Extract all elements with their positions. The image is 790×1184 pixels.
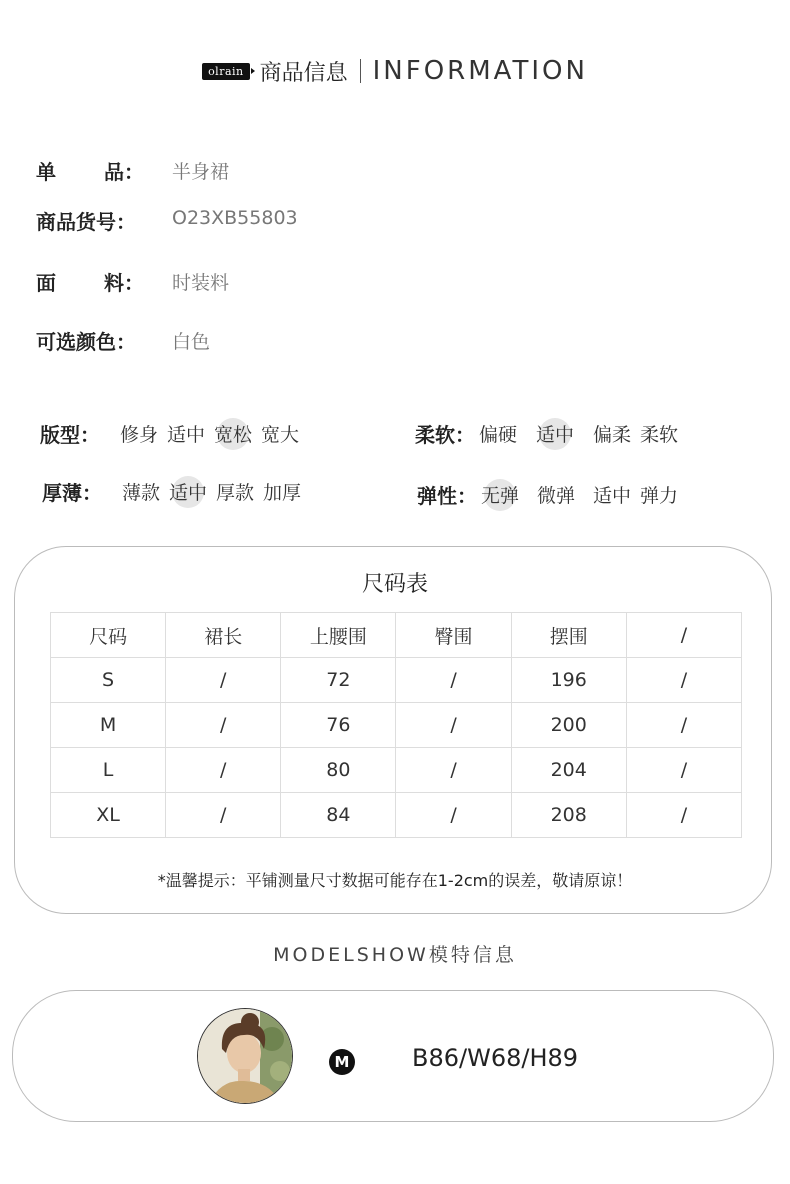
table-cell: / [626, 748, 741, 793]
size-chart-title: 尺码表 [361, 572, 428, 597]
table-cell: L [51, 748, 166, 793]
table-cell: 196 [511, 658, 626, 703]
attr-softness-option: 适中 [536, 420, 574, 447]
size-table-header: 摆围 [511, 613, 626, 658]
model-section-title: MODELSHOW模特信息 [273, 944, 517, 966]
attr-elasticity-option: 微弹 [537, 485, 576, 507]
header-divider [360, 59, 361, 83]
size-table-header: 裙长 [166, 613, 281, 658]
table-cell: 72 [281, 658, 396, 703]
table-cell: / [626, 793, 741, 838]
attr-thickness-option: 厚款 [216, 482, 255, 504]
table-cell: M [51, 703, 166, 748]
info-header [0, 56, 790, 86]
table-cell: / [166, 793, 281, 838]
size-table-header: 臀围 [396, 613, 511, 658]
model-photo [198, 1009, 293, 1104]
table-cell: 84 [281, 793, 396, 838]
table-cell: / [626, 703, 741, 748]
table-cell: 80 [281, 748, 396, 793]
size-table-header: 尺码 [51, 613, 166, 658]
attr-thickness-option: 薄款 [122, 482, 161, 504]
table-row [51, 793, 742, 838]
brand-logo: olrain [202, 63, 250, 80]
info-label-fabric: 面 料： [36, 271, 144, 295]
attr-fit-option: 宽松 [214, 420, 252, 447]
attr-elasticity-option: 无弹 [481, 481, 519, 508]
size-table-header: 上腰围 [281, 613, 396, 658]
attr-softness [415, 419, 687, 448]
attr-elasticity-label: 弹性： [417, 484, 477, 508]
attr-fit-option: 宽大 [261, 424, 300, 446]
info-label-sku: 商品货号： [36, 210, 136, 234]
measurement-tip: *温馨提示：平铺测量尺寸数据可能存在1-2cm的误差，敬请原谅！ [157, 871, 633, 890]
table-cell: 204 [511, 748, 626, 793]
table-cell: 200 [511, 703, 626, 748]
info-value-color: 白色 [172, 331, 211, 353]
table-row [51, 658, 742, 703]
attr-thickness-option: 适中 [169, 478, 207, 505]
model-size-badge: M [329, 1049, 355, 1075]
table-cell: / [626, 658, 741, 703]
table-cell: / [396, 748, 511, 793]
attr-thickness [42, 477, 310, 506]
info-value-sku: O23XB55803 [172, 207, 298, 229]
table-cell: 76 [281, 703, 396, 748]
table-cell: / [396, 658, 511, 703]
attr-softness-option: 柔软 [640, 424, 679, 446]
model-avatar [197, 1008, 293, 1104]
size-table [50, 612, 742, 838]
attr-thickness-label: 厚薄： [42, 481, 102, 505]
model-info-panel [12, 990, 774, 1122]
attr-elasticity [417, 480, 687, 509]
attr-fit-label: 版型： [40, 423, 100, 447]
attr-thickness-option: 加厚 [263, 482, 302, 504]
table-cell: / [396, 793, 511, 838]
size-table-header: / [626, 613, 741, 658]
table-cell: XL [51, 793, 166, 838]
header-title-cn: 商品信息 [259, 60, 348, 86]
model-measurements: B86/W68/H89 [412, 1044, 579, 1072]
attr-softness-option: 偏硬 [479, 424, 518, 446]
table-cell: / [166, 658, 281, 703]
header-title-en: INFORMATION [372, 56, 588, 86]
table-row [51, 703, 742, 748]
attr-elasticity-option: 适中 [593, 485, 632, 507]
info-value-fabric: 时装料 [172, 272, 230, 294]
attr-softness-label: 柔软： [415, 423, 475, 447]
table-cell: 208 [511, 793, 626, 838]
table-row [51, 748, 742, 793]
table-cell: / [396, 703, 511, 748]
attr-elasticity-option: 弹力 [640, 485, 679, 507]
attr-softness-option: 偏柔 [593, 424, 632, 446]
attr-fit [40, 419, 308, 448]
table-cell: S [51, 658, 166, 703]
info-label-color: 可选颜色： [36, 330, 136, 354]
info-label-item: 单 品： [36, 160, 144, 184]
info-value-item: 半身裙 [172, 161, 230, 183]
attr-fit-option: 适中 [167, 424, 206, 446]
table-cell: / [166, 703, 281, 748]
size-table-header-row [51, 613, 742, 658]
table-cell: / [166, 748, 281, 793]
attr-fit-option: 修身 [120, 424, 159, 446]
